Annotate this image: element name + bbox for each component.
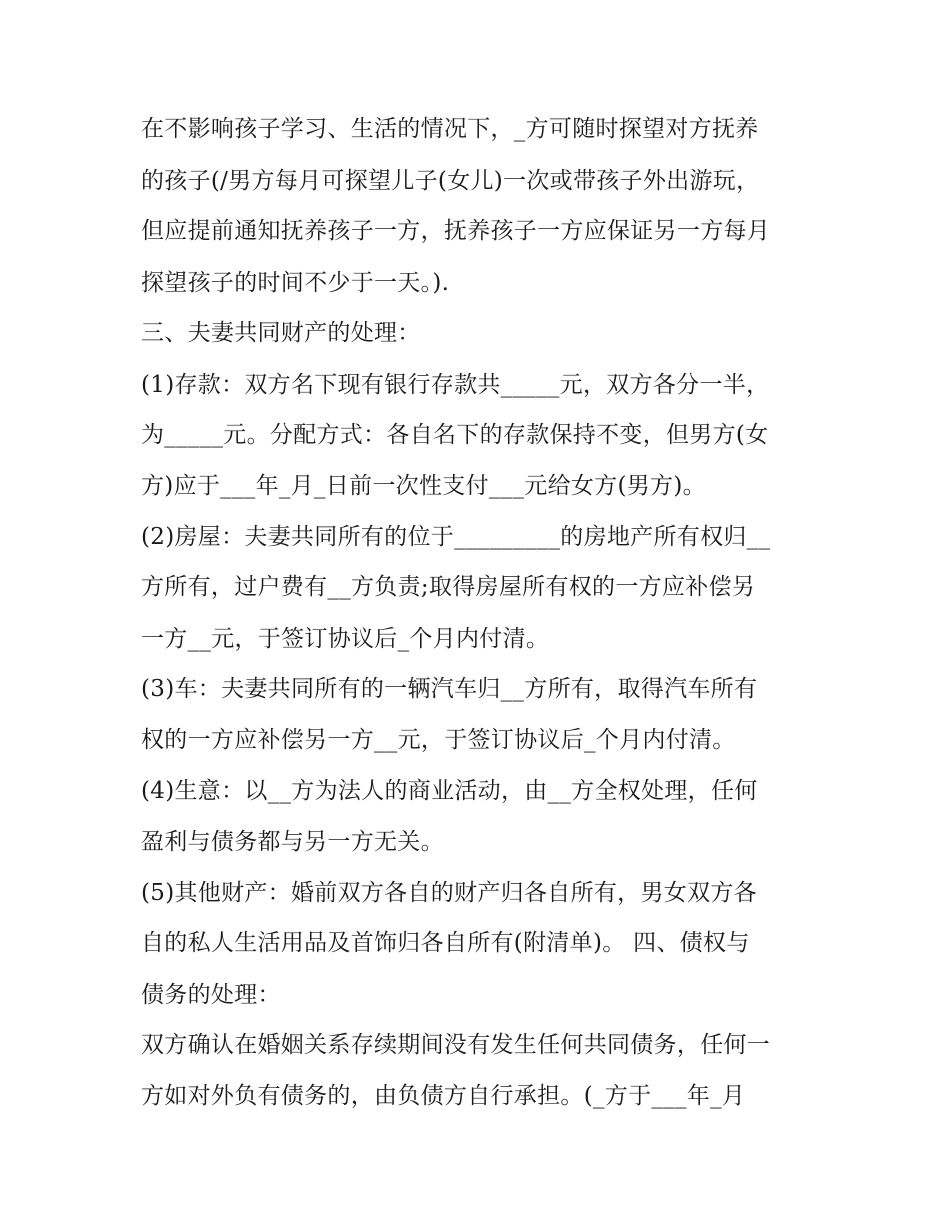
text-line: 方如对外负有债务的，由负债方自行承担。(_方于___年_月 [141,1083,746,1109]
text-line: (4)生意：以__方为法人的商业活动，由__方全权处理，任何 [141,778,758,804]
text-line: 为_____元。分配方式：各自名下的存款保持不变，但男方(女 [141,422,769,448]
text-line: 的孩子(/男方每月可探望儿子(女儿)一次或带孩子外出游玩， [141,168,760,194]
text-line: 自的私人生活用品及首饰归各自所有(附清单)。 四、债权与 [141,930,750,956]
text-line: 债务的处理： [141,982,281,1008]
text-line: 双方确认在婚姻关系存续期间没有发生任何共同债务，任何一 [141,1032,771,1058]
text-line: (3)车：夫妻共同所有的一辆汽车归__方所有，取得汽车所有 [141,676,758,702]
text-line: 方所有，过户费有__方负责;取得房屋所有权的一方应补偿另 [141,574,756,600]
text-line: (2)房屋：夫妻共同所有的位于_________的房地产所有权归__ [141,524,771,550]
text-line: 权的一方应补偿另一方__元，于签订协议后_个月内付清。 [141,727,736,753]
text-line: (1)存款：双方名下现有银行存款共_____元，双方各分一半， [141,372,770,398]
text-line: 在不影响孩子学习、生活的情况下，_方可随时探望对方抚养 [141,116,759,142]
text-line: 探望孩子的时间不少于一天。). [141,270,450,296]
text-line: 方)应于___年_月_日前一次性支付___元给女方(男方)。 [141,473,706,499]
text-line: 一方__元，于签订协议后_个月内付清。 [141,626,550,652]
text-line: 盈利与债务都与另一方无关。 [141,829,444,855]
text-line: (5)其他财产：婚前双方各自的财产归各自所有，男女双方各 [141,880,757,906]
text-line: 但应提前通知抚养孩子一方，抚养孩子一方应保证另一方每月 [141,218,771,244]
section-heading: 三、夫妻共同财产的处理： [141,320,421,346]
